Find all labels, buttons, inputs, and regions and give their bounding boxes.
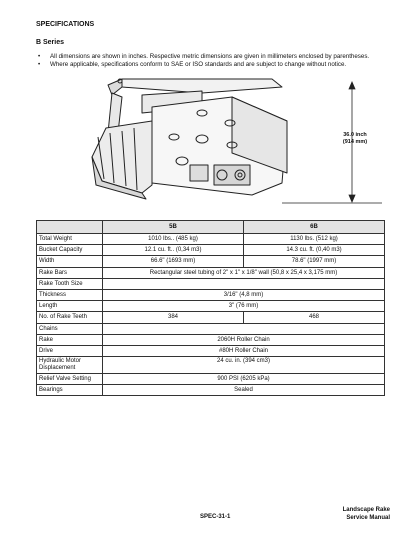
bullet-item: • Where applicable, specifications conform to SAE or ISO standards and are subject to change without notice.: [38, 61, 347, 68]
manual-title: Landscape Rake Service Manual: [342, 507, 390, 521]
page-number: SPEC-31-1: [200, 514, 231, 520]
header-empty: [37, 221, 103, 234]
header-5b: 5B: [103, 221, 244, 234]
table-row: Length 3" (76 mm): [37, 301, 385, 312]
table-row: Rake 2060H Roller Chain: [37, 334, 385, 345]
table-row: Relief Valve Setting 900 PSI (6205 kPa): [37, 374, 385, 385]
table-header-row: [37, 221, 385, 234]
table-row: Total Weight 1010 lbs.. (485 kg) 1130 lbs. (512 kg): [37, 234, 385, 245]
table-row: Bucket Capacity 12.1 cu. ft.. (0,34 m3) 14.3 cu. ft. (0,40 m3): [37, 245, 385, 256]
table-row: Drive #80H Roller Chain: [37, 345, 385, 356]
table-row: Width 66.6" (1693 mm) 78.6" (1997 mm): [37, 256, 385, 267]
specifications-table: [36, 220, 385, 396]
header-6b: 6B: [244, 221, 385, 234]
table-row: Bearings Sealed: [37, 385, 385, 396]
bullet-list: [38, 53, 388, 69]
table-row: Thickness 3/16" (4,8 mm): [37, 289, 385, 300]
table-row: Hydraulic Motor Displacement 24 cu. in. (394 cm3): [37, 357, 385, 374]
section-title: B Series: [36, 39, 65, 46]
table-row: Rake Tooth Size: [37, 278, 385, 289]
table-row: Chains: [37, 323, 385, 334]
bullet-item: • All dimensions are shown in inches. Respective metric dimensions are given in millimeters enclosed by parentheses.: [38, 53, 370, 60]
table-row: No. of Rake Teeth 384 468: [37, 312, 385, 323]
height-dimension-label: 36.0 inch (914 mm): [342, 132, 368, 145]
page-title: SPECIFICATIONS: [36, 21, 95, 28]
table-row: Rake Bars Rectangular steel tubing of 2" x 1" x 1/8" wall (50,8 x 25,4 x 3,175 mm): [37, 267, 385, 278]
